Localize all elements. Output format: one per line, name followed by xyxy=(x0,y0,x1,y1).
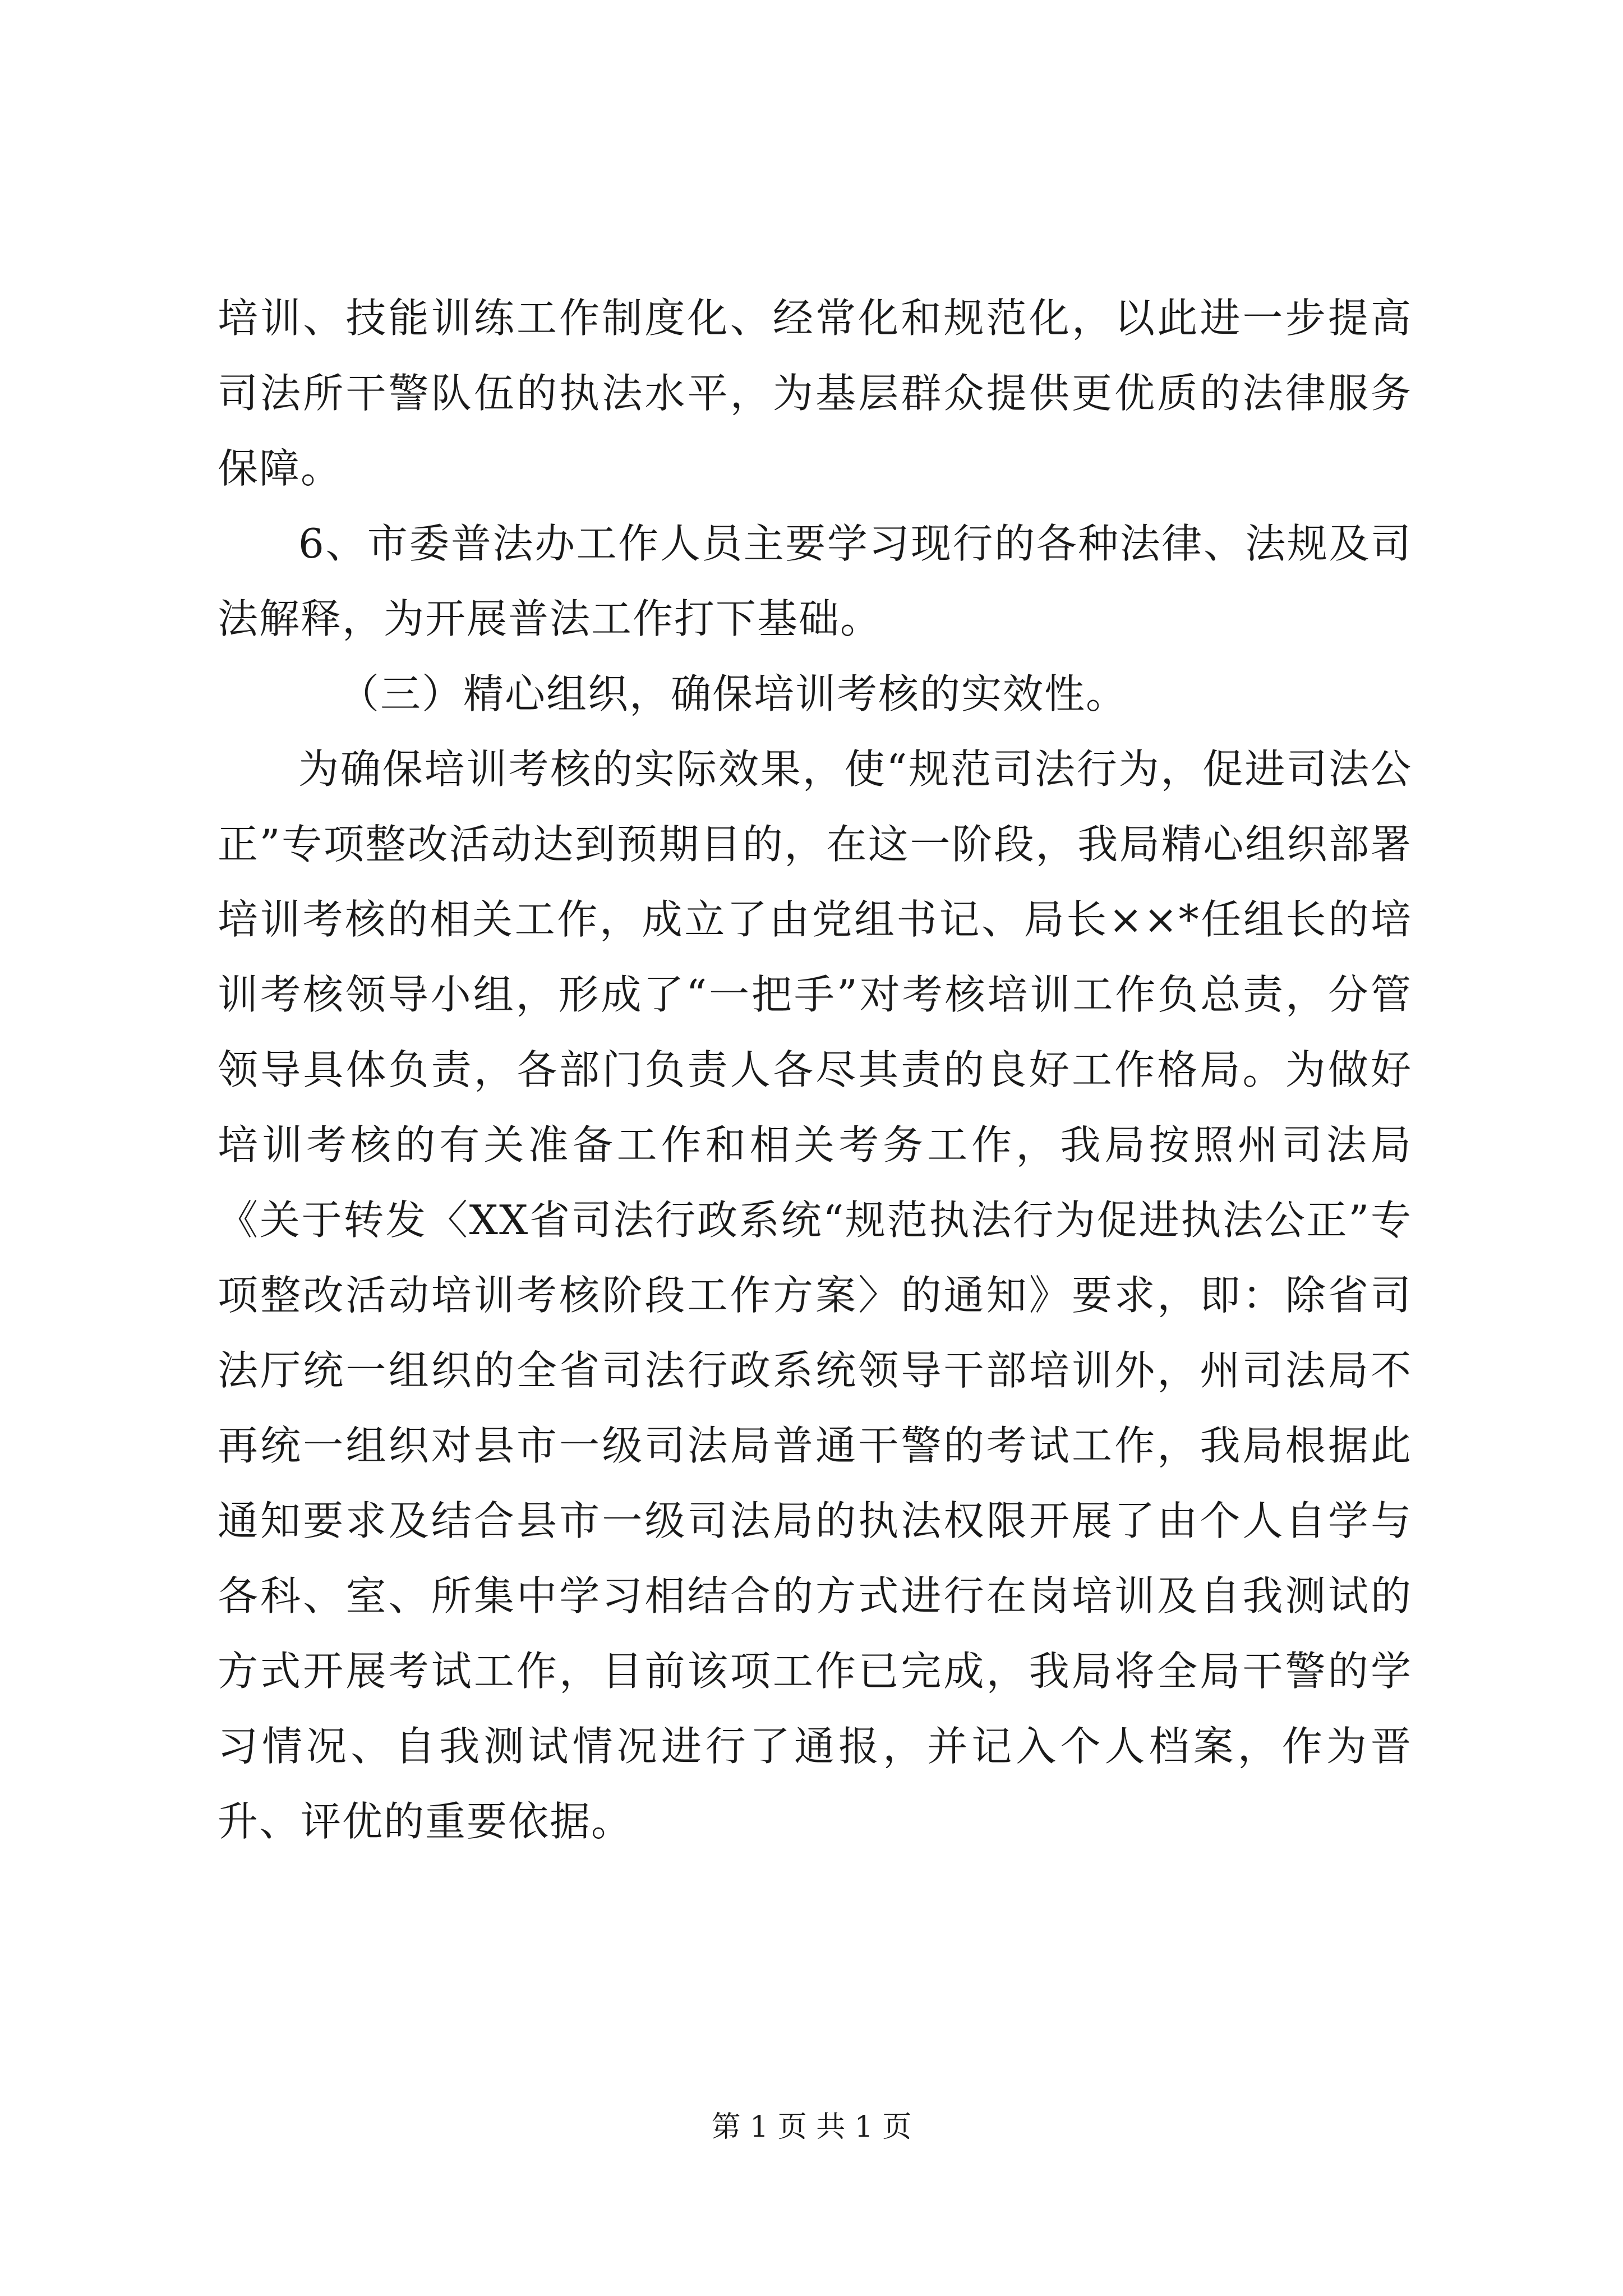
section-heading: （三）精心组织，确保培训考核的实效性。 xyxy=(339,670,1128,717)
document-body xyxy=(218,280,1412,1859)
paragraph-item-6: 6、市委普法办工作人员主要学习现行的各种法律、法规及司法解释，为开展普法工作打下基础。 xyxy=(218,520,1412,642)
paragraph-continuation: 培训、技能训练工作制度化、经常化和规范化，以此进一步提高司法所干警队伍的执法水平，为基层群众提供更优质的法律服务保障。 xyxy=(218,295,1412,492)
page-footer: 第 1 页 共 1 页 xyxy=(711,2110,912,2144)
paragraph-body: 为确保培训考核的实际效果，使“规范司法行为，促进司法公正”专项整改活动达到预期目的，在这一阶段，我局精心组织部署培训考核的相关工作，成立了由党组书记、局长××*任组长的培训考核领导小组，形成了“一把手”对考核培训工作负总责，分管领导具体负责，各部门负责人各尽其责的良好工作格局。为做好培训考核的有关准备工作和相关考务工作，我局按照州司法局《关于转发〈XX省司法行政系统“规范执法行为促进执法公正”专项整改活动培训考核阶段工作方案〉的通知》要求，即：除省司法厅统一组织的全省司法行政系统领导干部培训外，州司法局不再统一组织对县市一级司法局普通干警的考试工作，我局根据此通知要求及结合县市一级司法局的执法权限开展了由个人自学与各科、室、所集中学习相结合的方式进行在岗培训及自我测试的方式开展考试工作，目前该项工作已完成，我局将全局干警的学习情况、自我测试情况进行了通报，并记入个人档案，作为晋升、评优的重要依据。 xyxy=(218,746,1412,1845)
